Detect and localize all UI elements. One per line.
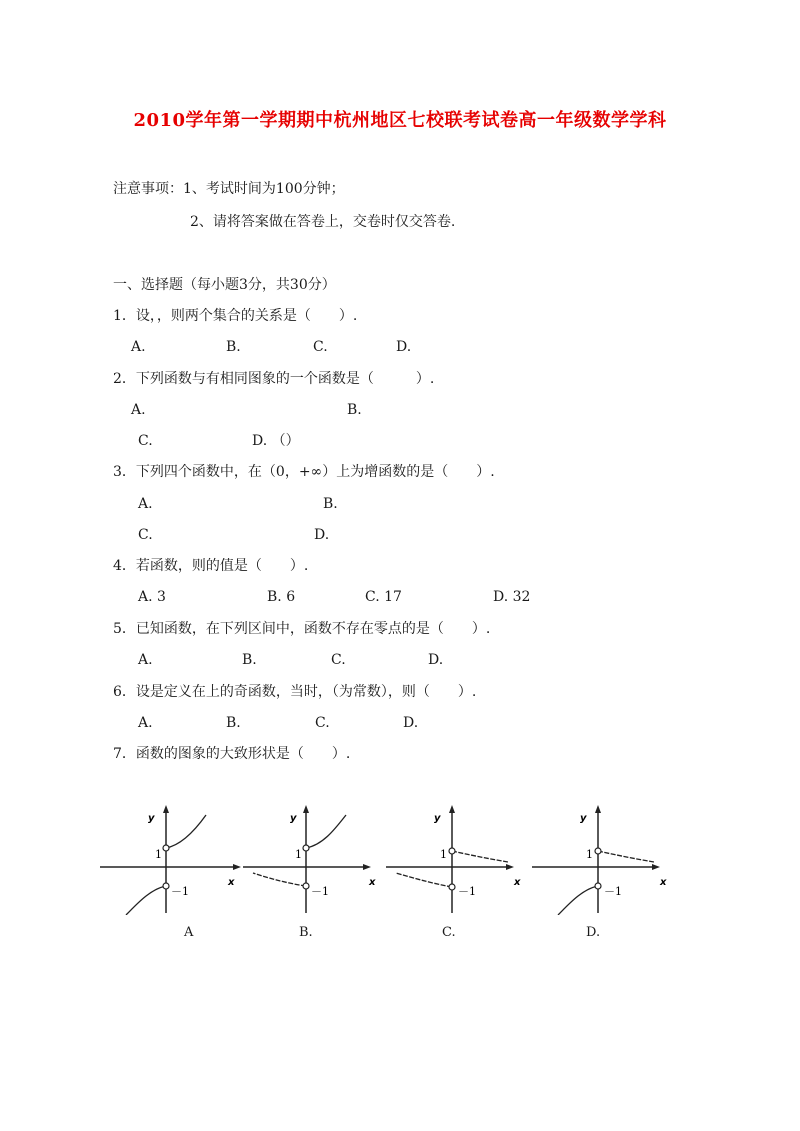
question-6-option-b: B.: [226, 715, 241, 731]
question-6-option-c: C.: [315, 715, 330, 731]
graph-a-caption: A: [184, 925, 194, 940]
notes-item-2: 2、请将答案做在答卷上，交卷时仅交答卷.: [190, 214, 456, 230]
question-2-option-b: B.: [347, 402, 362, 418]
question-1-option-d: D.: [396, 339, 412, 355]
question-1-option-c: C.: [313, 339, 328, 355]
curve-upper: [306, 815, 346, 848]
notes-item-1: 1、考试时间为100分钟；: [183, 181, 345, 197]
y-axis-label: y: [148, 813, 155, 824]
open-point-lower: [595, 883, 601, 889]
graph-c-plot: [386, 795, 536, 915]
y-axis-arrow: [595, 805, 601, 813]
tick-label-1: 1: [295, 848, 302, 861]
y-axis-arrow: [449, 805, 455, 813]
open-point-lower: [303, 883, 309, 889]
tick-label-neg1: －1: [604, 885, 622, 898]
graph-a-plot: [100, 795, 250, 915]
open-point-upper: [595, 848, 601, 854]
graph-c: [386, 795, 536, 940]
graph-d-caption: D.: [586, 925, 601, 940]
tick-label-neg1: －1: [311, 885, 329, 898]
x-axis-arrow: [233, 864, 241, 870]
question-5-option-a: A.: [138, 652, 153, 668]
question-2-option-c: C.: [138, 433, 153, 449]
curve-lower: [253, 873, 306, 886]
y-axis-label: y: [290, 813, 297, 824]
y-axis-label: y: [434, 813, 441, 824]
question-4-option-d: D. 32: [493, 589, 531, 605]
notes-label-line: [113, 180, 345, 198]
question-2-option-d: D. （）: [252, 433, 300, 449]
tick-label-neg1: －1: [458, 885, 476, 898]
open-point-upper: [449, 848, 455, 854]
question-6-stem: 6．设是定义在上的奇函数，当时，（为常数），则（ ）.: [113, 684, 477, 700]
y-axis-arrow: [303, 805, 309, 813]
question-1-option-a: A.: [131, 339, 146, 355]
tick-label-1: 1: [440, 848, 447, 861]
question-5-option-c: C.: [331, 652, 346, 668]
y-axis-label: y: [580, 813, 587, 824]
graph-a: [100, 795, 250, 940]
section-heading: 一、选择题（每小题3分，共30分）: [113, 277, 336, 293]
question-3-stem: 3．下列四个函数中，在（0，+∞）上为增函数的是（ ）.: [113, 464, 495, 480]
question-4-option-a: A. 3: [138, 589, 166, 605]
curve-upper: [452, 851, 508, 862]
open-point-lower: [449, 884, 455, 890]
question-2-option-a: A.: [131, 402, 146, 418]
curve-upper: [598, 851, 654, 862]
question-4-option-c: C. 17: [365, 589, 402, 605]
curve-lower: [558, 886, 598, 915]
question-7-stem: 7．函数的图象的大致形状是（ ）.: [113, 746, 351, 762]
page-title: 2010学年第一学期期中杭州地区七校联考试卷高一年级数学学科: [133, 110, 667, 131]
curve-lower: [126, 886, 166, 915]
tick-label-neg1: －1: [171, 885, 189, 898]
x-axis-label: x: [660, 877, 667, 888]
graph-d-plot: [532, 795, 682, 915]
graph-c-caption: C.: [442, 925, 456, 940]
question-4-option-b: B. 6: [267, 589, 296, 605]
open-point-upper: [303, 845, 309, 851]
x-axis-arrow: [363, 864, 371, 870]
x-axis-label: x: [228, 877, 235, 888]
question-5-stem: 5．已知函数，在下列区间中，函数不存在零点的是（ ）.: [113, 621, 491, 637]
question-3-option-d: D.: [314, 527, 330, 543]
curve-lower: [396, 873, 452, 887]
x-axis-label: x: [514, 877, 521, 888]
x-axis-arrow: [652, 864, 660, 870]
curve-upper: [166, 815, 206, 848]
tick-label-1: 1: [586, 848, 593, 861]
open-point-upper: [163, 845, 169, 851]
question-3-option-b: B.: [323, 496, 338, 512]
open-point-lower: [163, 883, 169, 889]
question-5-option-b: B.: [242, 652, 257, 668]
x-axis-arrow: [506, 864, 514, 870]
graph-d: [532, 795, 682, 940]
question-3-option-a: A.: [138, 496, 153, 512]
graph-b: [243, 795, 393, 940]
notes-label: 注意事项：: [113, 181, 183, 197]
question-2-stem: 2．下列函数与有相同图象的一个函数是（ ）.: [113, 371, 435, 387]
y-axis-arrow: [163, 805, 169, 813]
question-1-stem: 1．设，，则两个集合的关系是（ ）.: [113, 308, 358, 324]
question-7-graphs: [0, 795, 800, 955]
question-4-stem: 4．若函数，则的值是（ ）.: [113, 558, 309, 574]
x-axis-label: x: [369, 877, 376, 888]
graph-b-caption: B.: [299, 925, 313, 940]
question-3-option-c: C.: [138, 527, 153, 543]
tick-label-1: 1: [155, 848, 162, 861]
question-1-option-b: B.: [226, 339, 241, 355]
graph-b-plot: [243, 795, 393, 915]
question-5-option-d: D.: [428, 652, 444, 668]
question-6-option-d: D.: [403, 715, 419, 731]
question-6-option-a: A.: [138, 715, 153, 731]
